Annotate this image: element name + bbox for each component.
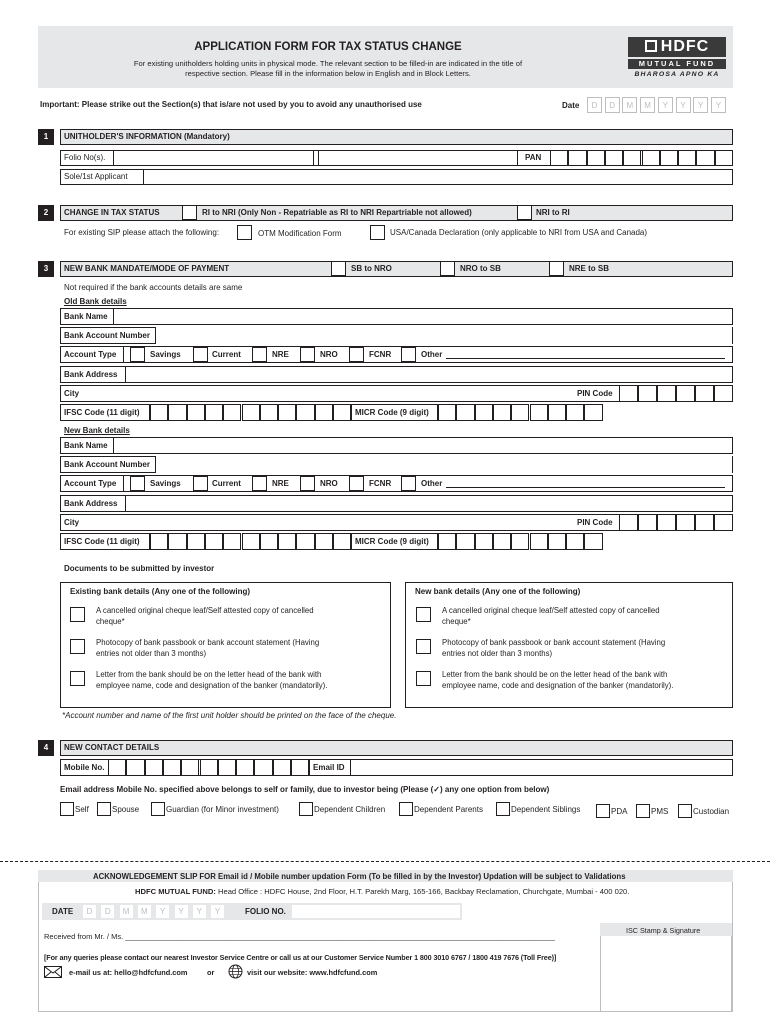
- isc-label: ISC Stamp & Signature: [626, 926, 701, 935]
- account-type-other-checkbox[interactable]: [401, 476, 416, 491]
- other-underline[interactable]: [446, 487, 725, 488]
- ifsc-label-box: [60, 404, 150, 421]
- ifsc-cell[interactable]: [205, 533, 223, 550]
- micr-label-box: [351, 533, 438, 550]
- email-input[interactable]: [350, 759, 733, 776]
- micr-cell[interactable]: [530, 404, 548, 421]
- date-cell[interactable]: M: [640, 97, 655, 113]
- micr-cell[interactable]: [438, 533, 456, 550]
- mobile-label: Mobile No.: [64, 763, 105, 772]
- ack-head-office: Head Office : HDFC House, 2nd Floor, H.T. Parekh Marg, 165-166, Backbay Reclamation, Churchgate, Mumbai - 400 020.: [217, 887, 630, 896]
- account-type-nre-checkbox[interactable]: [252, 347, 267, 362]
- section-1-title: UNITHOLDER'S INFORMATION (Mandatory): [64, 132, 230, 141]
- micr-label: MICR Code (9 digit): [355, 408, 429, 417]
- sb-to-nro-checkbox[interactable]: [331, 261, 346, 276]
- doc-text: entries not older than 3 months): [96, 649, 207, 658]
- ri-to-nri-label: RI to NRI (Only Non - Repatriable as RI to NRI Repartriable not allowed): [202, 208, 472, 217]
- ifsc-cell[interactable]: [150, 404, 168, 421]
- ifsc-cell[interactable]: [242, 404, 260, 421]
- ifsc-cell[interactable]: [187, 533, 205, 550]
- pan-cell[interactable]: [715, 150, 733, 166]
- account-type-fcnr-checkbox[interactable]: [349, 476, 364, 491]
- form-subtitle-1: For existing unitholders holding units in physical mode. The relevant section to be filled-in are indicated in the title of: [133, 59, 523, 68]
- nre-to-sb-label: NRE to SB: [569, 264, 609, 273]
- ack-hdfc-label: HDFC MUTUAL FUND:: [135, 887, 216, 896]
- ack-or: or: [207, 968, 215, 977]
- pin-label: PIN Code: [577, 517, 613, 527]
- cut-line: [0, 861, 770, 862]
- pin-cell[interactable]: [619, 385, 638, 402]
- micr-cell[interactable]: [584, 533, 602, 550]
- sole-label: Sole/1st Applicant: [64, 172, 128, 181]
- ack-folio-input[interactable]: [291, 904, 461, 919]
- micr-cell[interactable]: [493, 404, 511, 421]
- pin-cell[interactable]: [657, 514, 676, 531]
- account-type-savings-checkbox[interactable]: [130, 347, 145, 362]
- belongs-note: Email address Mobile No. specified above belongs to self or family, due to investor being (Please (✓) any one option from below): [60, 785, 550, 794]
- micr-cell[interactable]: [511, 533, 529, 550]
- ack-date-cell[interactable]: D: [82, 904, 97, 919]
- logo-box: [628, 37, 726, 57]
- account-type-divider: [123, 346, 124, 363]
- account-type-nre-checkbox[interactable]: [252, 476, 267, 491]
- ifsc-cell[interactable]: [260, 533, 278, 550]
- micr-label: MICR Code (9 digit): [355, 537, 429, 546]
- bank-address-input[interactable]: [125, 366, 733, 383]
- ifsc-cell[interactable]: [278, 404, 296, 421]
- date-cell[interactable]: Y: [676, 97, 691, 113]
- form-title: APPLICATION FORM FOR TAX STATUS CHANGE: [194, 41, 462, 53]
- doc-text: Letter from the bank should be on the letter head of the bank with: [442, 670, 668, 679]
- micr-cell[interactable]: [475, 404, 493, 421]
- date-cell[interactable]: Y: [658, 97, 673, 113]
- ack-date-cell[interactable]: Y: [192, 904, 207, 919]
- bank-block-heading: Old Bank details: [64, 297, 127, 306]
- pan-cell[interactable]: [605, 150, 623, 166]
- pin-cell[interactable]: [714, 385, 733, 402]
- pin-cell[interactable]: [619, 514, 638, 531]
- relation-label: Custodian: [693, 807, 730, 816]
- pan-cell[interactable]: [660, 150, 678, 166]
- ifsc-cell[interactable]: [315, 533, 333, 550]
- account-type-nro-checkbox[interactable]: [300, 476, 315, 491]
- form-subtitle-2: respective section. Please fill in the information below in English and in Block Letters.: [185, 69, 471, 78]
- date-cell[interactable]: D: [605, 97, 620, 113]
- doc-checkbox[interactable]: [70, 607, 85, 622]
- relation-label: PDA: [611, 807, 628, 816]
- email-label-divider: [309, 759, 310, 776]
- ifsc-cell[interactable]: [315, 404, 333, 421]
- account-type-nro-label: NRO: [320, 479, 338, 489]
- bank-note: Not required if the bank accounts details are same: [64, 283, 243, 292]
- pin-cell[interactable]: [676, 514, 695, 531]
- relation-label: PMS: [651, 807, 669, 816]
- usa-canada-label: USA/Canada Declaration (only applicable to NRI from USA and Canada): [390, 228, 648, 237]
- ifsc-cell[interactable]: [260, 404, 278, 421]
- folio-label: Folio No(s).: [64, 153, 106, 162]
- mobile-cell[interactable]: [218, 759, 236, 776]
- nri-to-ri-checkbox[interactable]: [517, 205, 532, 220]
- folio-input[interactable]: [113, 150, 314, 166]
- section-2-title: CHANGE IN TAX STATUS: [64, 208, 160, 217]
- bank-name-input[interactable]: [113, 437, 733, 454]
- ifsc-cell[interactable]: [223, 404, 241, 421]
- ack-email[interactable]: e-mail us at: hello@hdfcfund.com: [69, 968, 188, 977]
- email-label: Email ID: [313, 763, 345, 772]
- account-type-current-label: Current: [212, 479, 241, 489]
- account-type-label: Account Type: [64, 479, 117, 489]
- pin-cell[interactable]: [695, 385, 714, 402]
- ack-website[interactable]: visit our website: www.hdfcfund.com: [247, 968, 378, 977]
- date-cell[interactable]: Y: [693, 97, 708, 113]
- account-type-savings-label: Savings: [150, 350, 181, 360]
- documents-heading: Documents to be submitted by investor: [64, 564, 215, 573]
- mobile-cell[interactable]: [163, 759, 181, 776]
- sip-note: For existing SIP please attach the following:: [64, 228, 220, 237]
- new-docs-heading: New bank details (Any one of the following): [415, 587, 581, 596]
- micr-cell[interactable]: [511, 404, 529, 421]
- micr-cell[interactable]: [438, 404, 456, 421]
- ifsc-cell[interactable]: [242, 533, 260, 550]
- ri-to-nri-checkbox[interactable]: [182, 205, 197, 220]
- section-number-3: 3: [38, 261, 54, 277]
- pin-cell[interactable]: [695, 514, 714, 531]
- pan-cell[interactable]: [678, 150, 696, 166]
- docs-footnote: *Account number and name of the first unit holder should be printed on the face of the cheque.: [62, 711, 397, 720]
- account-type-fcnr-label: FCNR: [369, 479, 392, 489]
- nri-to-ri-label: NRI to RI: [536, 208, 570, 217]
- doc-checkbox[interactable]: [416, 639, 431, 654]
- otm-checkbox[interactable]: [237, 225, 252, 240]
- account-type-fcnr-label: FCNR: [369, 350, 392, 360]
- mobile-cell[interactable]: [108, 759, 126, 776]
- relation-self-checkbox[interactable]: [60, 802, 74, 816]
- ack-date-cell[interactable]: Y: [155, 904, 170, 919]
- account-type-other-label: Other: [421, 479, 443, 489]
- micr-cell[interactable]: [566, 533, 584, 550]
- date-cell[interactable]: D: [587, 97, 602, 113]
- ack-date-cell[interactable]: Y: [174, 904, 189, 919]
- relation-dependent-siblings-checkbox[interactable]: [496, 802, 510, 816]
- ifsc-label: IFSC Code (11 digit): [64, 537, 140, 546]
- pan-cell[interactable]: [568, 150, 586, 166]
- pan-cell[interactable]: [642, 150, 660, 166]
- micr-cell[interactable]: [548, 533, 566, 550]
- logo-text: HDFC: [660, 38, 710, 55]
- account-number-label: Bank Account Number: [64, 331, 150, 341]
- mobile-cell[interactable]: [200, 759, 218, 776]
- doc-text: Photocopy of bank passbook or bank account statement (Having: [442, 638, 666, 647]
- pin-cell[interactable]: [638, 385, 657, 402]
- ifsc-cell[interactable]: [150, 533, 168, 550]
- micr-cell[interactable]: [548, 404, 566, 421]
- other-underline[interactable]: [446, 358, 725, 359]
- hdfc-logo: [624, 34, 730, 86]
- ack-date-cell[interactable]: Y: [210, 904, 225, 919]
- bank-address-input[interactable]: [125, 495, 733, 512]
- account-type-label: Account Type: [64, 350, 117, 360]
- doc-text: Photocopy of bank passbook or bank account statement (Having: [96, 638, 320, 647]
- relation-dependent-parents-checkbox[interactable]: [399, 802, 413, 816]
- mobile-cell[interactable]: [181, 759, 199, 776]
- relation-guardian-for-minor-investment--checkbox[interactable]: [151, 802, 165, 816]
- bank-address-label: Bank Address: [64, 498, 118, 508]
- account-type-fcnr-checkbox[interactable]: [349, 347, 364, 362]
- ifsc-cell[interactable]: [278, 533, 296, 550]
- bank-name-input[interactable]: [113, 308, 733, 325]
- doc-text: A cancelled original cheque leaf/Self attested copy of cancelled: [96, 606, 314, 615]
- section-4-title: NEW CONTACT DETAILS: [64, 743, 160, 752]
- pan-cell[interactable]: [696, 150, 714, 166]
- ack-date-cell[interactable]: M: [137, 904, 152, 919]
- doc-checkbox[interactable]: [416, 607, 431, 622]
- account-type-nro-checkbox[interactable]: [300, 347, 315, 362]
- pin-cell[interactable]: [657, 385, 676, 402]
- account-type-nro-label: NRO: [320, 350, 338, 360]
- mail-icon: [44, 966, 62, 978]
- logo-mark-icon: [645, 40, 657, 52]
- micr-cell[interactable]: [475, 533, 493, 550]
- sole-input[interactable]: [143, 169, 733, 185]
- mobile-cell[interactable]: [126, 759, 144, 776]
- relation-custodian-checkbox[interactable]: [678, 804, 692, 818]
- doc-checkbox[interactable]: [416, 671, 431, 686]
- doc-text: employee name, code and designation of the banker (mandatorily).: [96, 681, 328, 690]
- ack-date-cell[interactable]: M: [119, 904, 134, 919]
- account-number-input[interactable]: [155, 327, 733, 344]
- account-type-current-checkbox[interactable]: [193, 476, 208, 491]
- micr-cell[interactable]: [493, 533, 511, 550]
- mobile-cell[interactable]: [291, 759, 309, 776]
- mobile-cell[interactable]: [273, 759, 291, 776]
- account-type-nre-label: NRE: [272, 350, 289, 360]
- pin-cell[interactable]: [714, 514, 733, 531]
- section-number-4: 4: [38, 740, 54, 756]
- isc-stamp-box: [600, 923, 732, 1012]
- micr-cell[interactable]: [456, 533, 474, 550]
- micr-cell[interactable]: [530, 533, 548, 550]
- account-type-savings-label: Savings: [150, 479, 181, 489]
- account-type-other-label: Other: [421, 350, 443, 360]
- bank-block-heading: New Bank details: [64, 426, 130, 435]
- account-type-other-checkbox[interactable]: [401, 347, 416, 362]
- relation-pms-checkbox[interactable]: [636, 804, 650, 818]
- ifsc-cell[interactable]: [205, 404, 223, 421]
- nro-to-sb-checkbox[interactable]: [440, 261, 455, 276]
- account-type-divider: [123, 475, 124, 492]
- section-number-1: 1: [38, 129, 54, 145]
- ack-contact: [For any queries please contact our nearest Investor Service Centre or call us at our Customer Service Number 1 800 3010 6767 / 1800 419 7676 (Toll Free)]: [44, 953, 557, 962]
- account-number-label: Bank Account Number: [64, 460, 150, 470]
- existing-docs-heading: Existing bank details (Any one of the following): [70, 587, 251, 596]
- account-type-nre-label: NRE: [272, 479, 289, 489]
- doc-text: cheque*: [442, 617, 471, 626]
- ifsc-cell[interactable]: [168, 533, 186, 550]
- otm-label: OTM Modification Form: [258, 229, 342, 238]
- account-type-current-label: Current: [212, 350, 241, 360]
- doc-text: employee name, code and designation of the banker (mandatorily).: [442, 681, 674, 690]
- section-4-band: [60, 740, 733, 756]
- pan-cell[interactable]: [587, 150, 605, 166]
- folio-input-2[interactable]: [318, 150, 518, 166]
- doc-checkbox[interactable]: [70, 639, 85, 654]
- relation-label: Spouse: [112, 805, 140, 814]
- mobile-cell[interactable]: [254, 759, 272, 776]
- city-label: City: [64, 517, 80, 527]
- account-type-savings-checkbox[interactable]: [130, 476, 145, 491]
- micr-label-box: [351, 404, 438, 421]
- pin-cell[interactable]: [638, 514, 657, 531]
- globe-icon: [228, 964, 243, 979]
- nro-to-sb-label: NRO to SB: [460, 264, 501, 273]
- micr-cell[interactable]: [584, 404, 602, 421]
- account-type-current-checkbox[interactable]: [193, 347, 208, 362]
- ifsc-cell[interactable]: [333, 404, 351, 421]
- mobile-cell[interactable]: [236, 759, 254, 776]
- bank-name-label: Bank Name: [64, 441, 108, 450]
- important-note: Important: Please strike out the Section(s) that is/are not used by you to avoid any unauthorised use: [40, 100, 422, 109]
- city-label: City: [64, 388, 80, 398]
- bank-address-label: Bank Address: [64, 369, 118, 379]
- relation-label: Guardian (for Minor investment): [166, 805, 279, 814]
- ifsc-label: IFSC Code (11 digit): [64, 408, 140, 417]
- ifsc-cell[interactable]: [296, 404, 314, 421]
- ack-hdfc-line: [135, 887, 629, 896]
- relation-spouse-checkbox[interactable]: [97, 802, 111, 816]
- relation-label: Dependent Siblings: [511, 805, 581, 814]
- micr-cell[interactable]: [566, 404, 584, 421]
- pan-cell[interactable]: [550, 150, 568, 166]
- sb-to-nro-label: SB to NRO: [351, 264, 392, 273]
- ifsc-cell[interactable]: [168, 404, 186, 421]
- ack-received: Received from Mr. / Ms. _______________________________________________________________________________________________________: [44, 932, 555, 941]
- doc-text: entries not older than 3 months): [442, 649, 553, 658]
- relation-label: Dependent Children: [314, 805, 386, 814]
- micr-cell[interactable]: [456, 404, 474, 421]
- doc-text: cheque*: [96, 617, 125, 626]
- pan-cell[interactable]: [623, 150, 641, 166]
- logo-tagline: BHAROSA APNO KA: [634, 71, 720, 78]
- relation-label: Dependent Parents: [414, 805, 483, 814]
- ifsc-cell[interactable]: [223, 533, 241, 550]
- account-number-input[interactable]: [155, 456, 733, 473]
- ack-title: ACKNOWLEDGEMENT SLIP FOR Email id / Mobile number updation Form (To be filled in by the Investor) Updation will be subject to Validations: [93, 872, 626, 881]
- logo-sub: MUTUAL FUND: [628, 59, 726, 69]
- ack-date-cell[interactable]: D: [100, 904, 115, 919]
- ifsc-label-box: [60, 533, 150, 550]
- mobile-cell[interactable]: [145, 759, 163, 776]
- relation-pda-checkbox[interactable]: [596, 804, 610, 818]
- pan-label: PAN: [525, 153, 542, 162]
- bank-name-label: Bank Name: [64, 312, 108, 321]
- section-3-title: NEW BANK MANDATE/MODE OF PAYMENT: [64, 264, 230, 273]
- date-cell[interactable]: M: [622, 97, 637, 113]
- doc-checkbox[interactable]: [70, 671, 85, 686]
- doc-text: A cancelled original cheque leaf/Self attested copy of cancelled: [442, 606, 660, 615]
- date-label: Date: [562, 101, 580, 110]
- ack-folio-label: FOLIO NO.: [245, 907, 286, 916]
- ifsc-cell[interactable]: [187, 404, 205, 421]
- section-number-2: 2: [38, 205, 54, 221]
- ifsc-cell[interactable]: [333, 533, 351, 550]
- pin-label: PIN Code: [577, 388, 613, 398]
- doc-text: Letter from the bank should be on the letter head of the bank with: [96, 670, 322, 679]
- ack-date-label: DATE: [52, 907, 74, 916]
- nre-to-sb-checkbox[interactable]: [549, 261, 564, 276]
- date-cell[interactable]: Y: [711, 97, 726, 113]
- relation-dependent-children-checkbox[interactable]: [299, 802, 313, 816]
- ifsc-cell[interactable]: [296, 533, 314, 550]
- relation-label: Self: [75, 805, 89, 814]
- usa-canada-checkbox[interactable]: [370, 225, 385, 240]
- pin-cell[interactable]: [676, 385, 695, 402]
